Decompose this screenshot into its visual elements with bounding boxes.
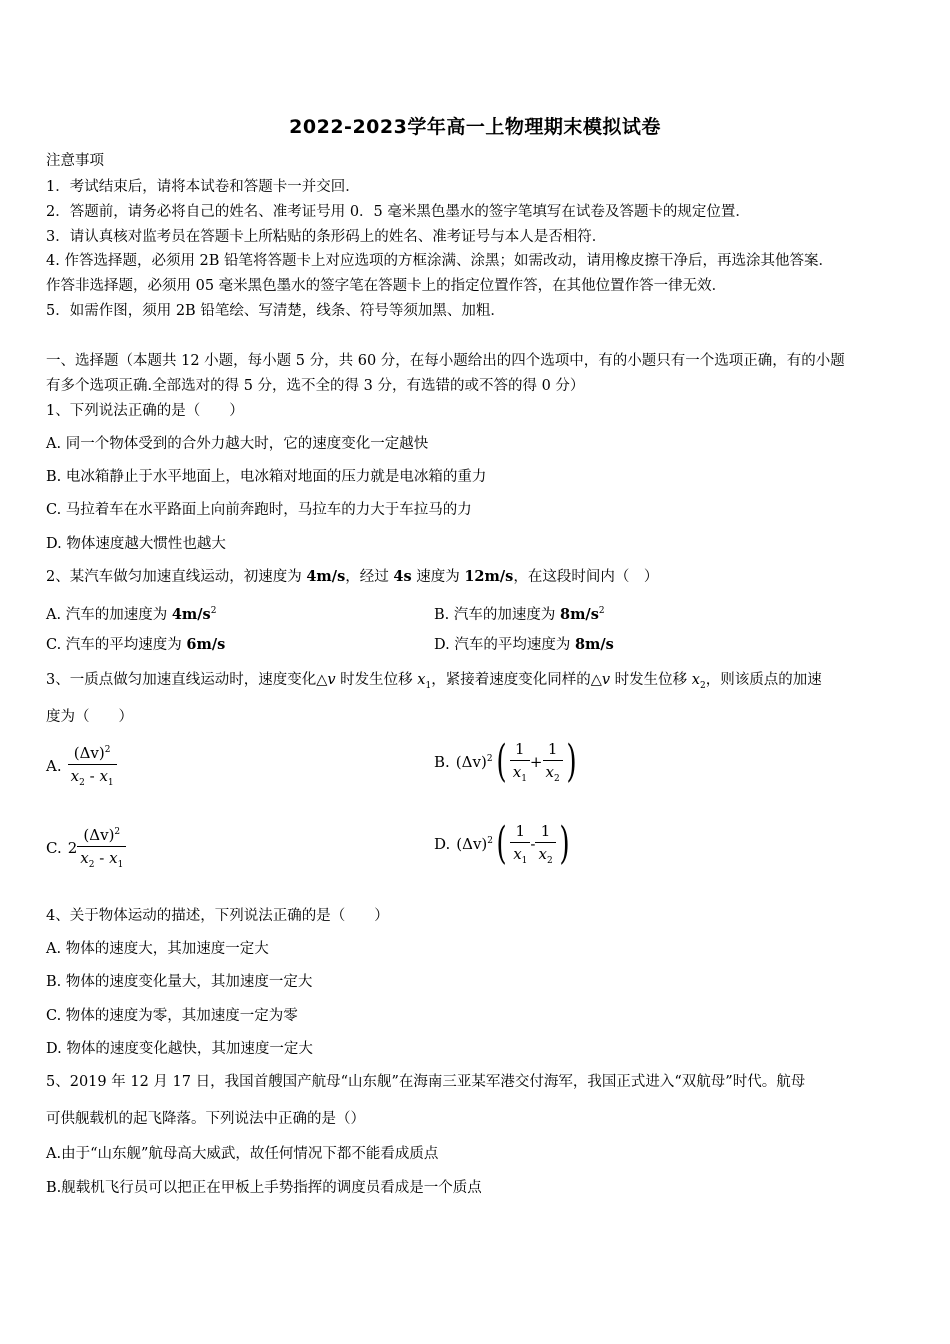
math-subscript: 1 bbox=[521, 856, 528, 866]
q1-option-c: C. 马拉着车在水平路面上向前奔跑时，马拉车的力大于车拉马的力 bbox=[46, 502, 472, 518]
fraction-denominator bbox=[510, 843, 530, 866]
math-exponent: 2 bbox=[104, 745, 111, 755]
q4-option-c: C. 物体的速度为零，其加速度一定为零 bbox=[46, 1008, 298, 1024]
q3-option-d-expression bbox=[456, 835, 493, 853]
q2-option-d-value: 8m/s bbox=[574, 636, 614, 653]
math-text: x bbox=[70, 767, 80, 785]
math-coefficient: 2 bbox=[67, 839, 78, 857]
notice-item-2: 2．答题前，请务必将自己的姓名、准考证号用 0．5 毫米黑色墨水的签字笔填写在试卷及答题卡的规定位置． bbox=[46, 204, 750, 220]
math-subscript: 2 bbox=[546, 856, 553, 866]
notice-item-4: 4. 作答选择题，必须用 2B 铅笔将答题卡上对应选项的方框涂满、涂黑；如需改动，请用橡皮擦干净后，再选涂其他答案． bbox=[46, 253, 834, 269]
q1-stem: 1、下列说法正确的是（ ） bbox=[46, 403, 244, 419]
math-text: x bbox=[512, 763, 522, 781]
math-subscript: 2 bbox=[553, 774, 560, 784]
q2-stem-text: 2、某汽车做匀加速直线运动，初速度为 bbox=[46, 569, 307, 585]
q3-subscript: 1 bbox=[425, 680, 432, 691]
q2-stem-text: ，在这段时间内（ ） bbox=[513, 569, 659, 585]
q4-option-b: B. 物体的速度变化量大，其加速度一定大 bbox=[46, 974, 313, 990]
q5-stem-line2: 可供舰载机的起飞降落。下列说法中正确的是（） bbox=[46, 1111, 365, 1127]
q3-stem-text: ，紧接着速度变化同样的△ bbox=[431, 672, 602, 688]
math-text: x bbox=[513, 845, 522, 863]
math-subscript: 2 bbox=[88, 860, 95, 870]
q2-option-c-value: 6m/s bbox=[186, 636, 226, 653]
math-text: x bbox=[80, 849, 89, 867]
q5-option-a: A.由于“山东舰”航母高大威武，故任何情况下都不能看成质点 bbox=[46, 1146, 439, 1162]
q5-option-b: B.舰载机飞行员可以把正在甲板上手势指挥的调度员看成是一个质点 bbox=[46, 1180, 482, 1196]
q3-symbol-v: v bbox=[601, 672, 611, 688]
q3-stem-text: 时发生位移 bbox=[335, 672, 418, 688]
notice-item-3: 3．请认真核对监考员在答题卡上所粘贴的条形码上的姓名、准考证号与本人是否相符． bbox=[46, 229, 607, 245]
fraction-numerator: 1 bbox=[535, 822, 555, 843]
notice-heading: 注意事项 bbox=[46, 153, 104, 169]
q3-option-b bbox=[434, 736, 580, 787]
q2-option-c-text: C. 汽车的平均速度为 bbox=[46, 637, 187, 653]
fraction-denominator bbox=[535, 843, 555, 866]
q2-option-a-text: A. 汽车的加速度为 bbox=[46, 606, 172, 623]
math-text: (Δv) bbox=[73, 744, 105, 762]
section-heading-line2: 有多个选项正确.全部选对的得 5 分，选不全的得 3 分，有选错的或不答的得 0 分） bbox=[46, 378, 585, 394]
q3-stem-line2: 度为（ ） bbox=[46, 709, 133, 725]
math-text: - bbox=[99, 849, 105, 867]
q4-stem: 4、关于物体运动的描述，下列说法正确的是（ ） bbox=[46, 908, 389, 924]
math-operator: + bbox=[529, 753, 543, 771]
q4-option-a: A. 物体的速度大，其加速度一定大 bbox=[46, 941, 269, 957]
math-text: x bbox=[109, 849, 118, 867]
math-text: - bbox=[89, 767, 95, 785]
fraction-numerator bbox=[77, 826, 126, 847]
math-subscript: 2 bbox=[79, 778, 85, 788]
q3-stem-text: ，则该质点的加速 bbox=[705, 672, 822, 688]
q2-final-velocity: 12m/s bbox=[464, 568, 514, 585]
section-heading-line1: 一、选择题（本题共 12 小题，每小题 5 分，共 60 分，在每小题给出的四个选项中，有的小题只有一个选项正确，有的小题 bbox=[46, 353, 845, 369]
fraction-numerator: 1 bbox=[510, 740, 530, 761]
q2-option-a-exponent: 2 bbox=[210, 606, 217, 616]
fraction bbox=[535, 822, 555, 866]
q2-stem-text: 速度为 bbox=[411, 569, 465, 585]
q2-stem bbox=[46, 567, 658, 587]
q3-option-c-label: C. bbox=[46, 839, 62, 857]
q3-symbol-v: v bbox=[327, 672, 336, 688]
fraction bbox=[510, 822, 530, 866]
fraction-denominator bbox=[510, 761, 530, 784]
q2-stem-text: ，经过 bbox=[345, 569, 394, 585]
left-paren: ( bbox=[495, 736, 507, 787]
left-paren: ( bbox=[496, 818, 507, 869]
q2-option-a bbox=[46, 601, 216, 625]
q1-option-a: A. 同一个物体受到的合外力越大时，它的速度变化一定越快 bbox=[46, 436, 429, 452]
q3-option-d bbox=[434, 818, 573, 869]
math-text: x bbox=[545, 763, 554, 781]
fraction-denominator bbox=[68, 765, 117, 788]
math-subscript: 1 bbox=[107, 778, 114, 788]
math-text: (Δv) bbox=[83, 826, 115, 844]
math-operator: - bbox=[530, 835, 536, 853]
right-paren: ) bbox=[566, 736, 577, 787]
fraction-numerator: 1 bbox=[510, 822, 530, 843]
notice-item-4-cont: 作答非选择题，必须用 05 毫米黑色墨水的签字笔在答题卡上的指定位置作答，在其他位置作答一律无效． bbox=[46, 278, 727, 294]
q1-option-d: D. 物体速度越大惯性也越大 bbox=[46, 536, 226, 552]
math-exponent: 2 bbox=[114, 827, 121, 837]
math-exponent: 2 bbox=[486, 754, 493, 764]
q3-option-a bbox=[46, 744, 117, 788]
math-text: x bbox=[99, 767, 108, 785]
math-subscript: 1 bbox=[117, 860, 124, 870]
q2-option-b-text: B. 汽车的加速度为 bbox=[434, 606, 560, 623]
q3-stem-text: 时发生位移 bbox=[610, 672, 692, 688]
q2-option-d bbox=[434, 635, 614, 655]
math-text: x bbox=[538, 845, 547, 863]
q2-option-c bbox=[46, 635, 225, 655]
q1-option-b: B. 电冰箱静止于水平地面上，电冰箱对地面的压力就是电冰箱的重力 bbox=[46, 469, 487, 485]
q2-option-b-value: 8m/s bbox=[559, 605, 599, 623]
q3-option-c-fraction bbox=[77, 826, 126, 870]
q4-option-d: D. 物体的速度变化越快，其加速度一定大 bbox=[46, 1041, 313, 1057]
q3-symbol-x: x bbox=[417, 672, 426, 688]
q2-option-a-value: 4m/s bbox=[171, 605, 211, 623]
fraction bbox=[510, 740, 530, 784]
q3-stem-line1 bbox=[46, 670, 822, 696]
q3-stem-text: 3、一质点做匀加速直线运动时，速度变化△ bbox=[46, 672, 328, 688]
q2-initial-velocity: 4m/s bbox=[306, 568, 346, 585]
q3-subscript: 2 bbox=[699, 680, 706, 691]
q2-option-b bbox=[434, 601, 605, 625]
fraction bbox=[543, 740, 563, 784]
fraction-denominator bbox=[77, 847, 126, 870]
right-paren: ) bbox=[559, 818, 570, 869]
q3-symbol-x: x bbox=[691, 672, 700, 688]
q3-option-d-label: D. bbox=[434, 835, 451, 853]
q3-option-c bbox=[46, 826, 126, 870]
q3-option-b-expression bbox=[456, 753, 493, 771]
notice-item-1: 1．考试结束后，请将本试卷和答题卡一并交回． bbox=[46, 179, 360, 195]
notice-item-5: 5．如需作图，须用 2B 铅笔绘、写清楚，线条、符号等须加黑、加粗． bbox=[46, 303, 505, 319]
fraction-denominator bbox=[543, 761, 563, 784]
q3-option-b-label: B. bbox=[434, 753, 450, 771]
math-subscript: 1 bbox=[521, 774, 527, 784]
q5-stem-line1: 5、2019 年 12 月 17 日，我国首艘国产航母“山东舰”在海南三亚某军港交付海军，我国正式进入“双航母”时代。航母 bbox=[46, 1074, 806, 1090]
fraction-numerator: 1 bbox=[543, 740, 563, 761]
math-exponent: 2 bbox=[487, 836, 494, 846]
math-text: (Δv) bbox=[455, 753, 487, 771]
math-text: (Δv) bbox=[456, 835, 488, 853]
q2-option-d-text: D. 汽车的平均速度为 bbox=[434, 637, 575, 653]
page-title: 2022-2023学年高一上物理期末模拟试卷 bbox=[289, 116, 661, 138]
fraction-numerator bbox=[68, 744, 117, 765]
q3-option-a-fraction bbox=[68, 744, 117, 788]
q2-option-b-exponent: 2 bbox=[598, 606, 605, 616]
q2-time: 4s bbox=[393, 568, 412, 585]
q3-option-a-label: A. bbox=[46, 757, 62, 775]
